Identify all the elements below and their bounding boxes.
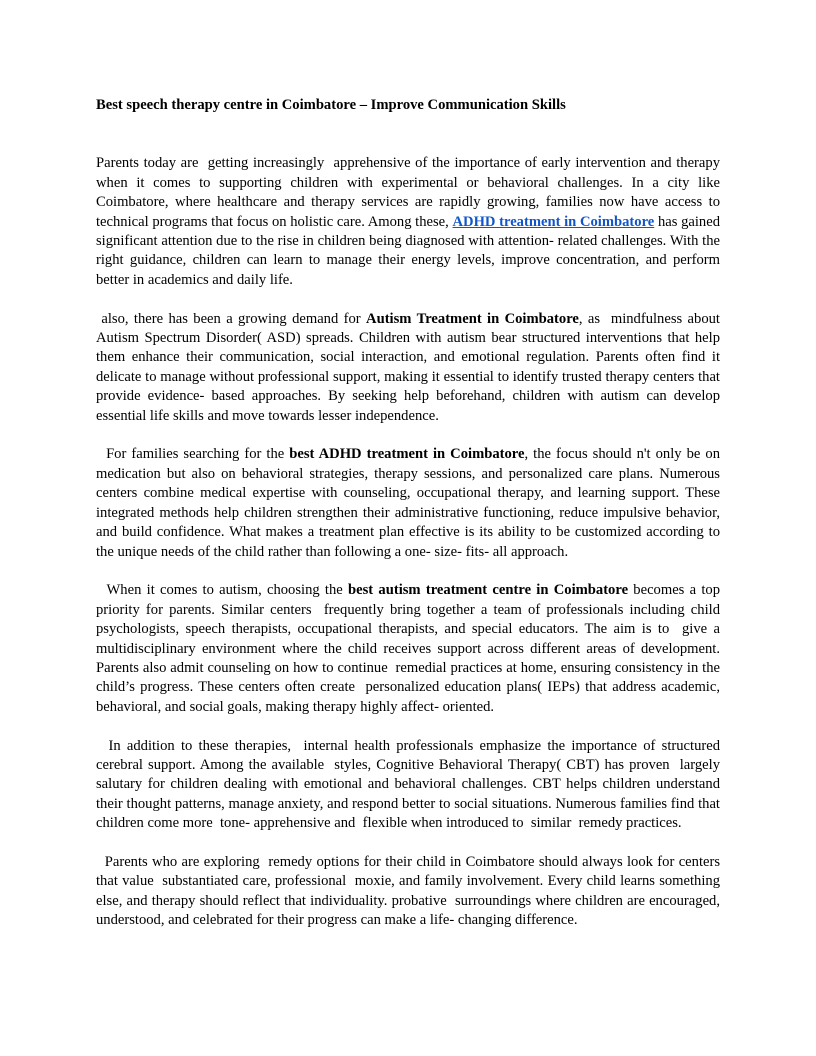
- paragraph-conclusion: [96, 853, 724, 931]
- paragraph-text: has gained significant attention due to the rise in children being diagnosed with attention- related challenges. With the right guidance, children can learn to manage their energy levels, improve concentration, and perform better in academics and daily life.: [96, 213, 724, 288]
- paragraph-text: , the focus should n't only be on medication but also on behavioral strategies, therapy sessions, and personalized care plans. Numerous centers combine medical expertise with counseling, occupational therapy, and learning support. These integrated methods help children strengthen their administrative functioning, reduce impulsive behavior, and build confidence. What makes a treatment plan effective is its ability to be customized according to the unique needs of the child rather than following a one- size- fits- all approach.: [96, 446, 724, 560]
- bold-keyword: Autism Treatment in Coimbatore: [366, 310, 579, 327]
- paragraph-text: Parents today are getting increasingly apprehensive of the importance of early intervention and therapy when it comes to supporting children with experimental or behavioral challenges. In a city like Coimbatore, where healthcare and therapy services are rapidly growing, families now have access to technical programs that focus on holistic care. Among these,: [96, 155, 724, 230]
- adhd-treatment-link[interactable]: ADHD treatment in Coimbatore: [452, 213, 655, 230]
- document-body: [96, 96, 724, 931]
- document-title: Best speech therapy centre in Coimbatore – Improve Communication Skills: [96, 97, 566, 113]
- paragraph-text: In addition to these therapies, internal health professionals emphasize the importance of structured cerebral support. Among the available styles, Cognitive Behavioral Therapy( CBT) has proven largely salutary for children dealing with emotional and behavioral challenges. CBT helps children understand their thought patterns, manage anxiety, and respond better to social situations. Numerous families find that children come more tone- apprehensive and flexible when introduced to similar remedy practices.: [96, 737, 724, 832]
- paragraph-text: also, there has been a growing demand for: [96, 310, 367, 327]
- paragraph-autism-demand: [96, 310, 724, 426]
- title-spacer: [96, 115, 720, 154]
- paragraph-text: For families searching for the: [96, 446, 290, 463]
- paragraph-autism-centre: [96, 581, 724, 717]
- paragraph-text: Parents who are exploring remedy options for their child in Coimbatore should always look for centers that value substantiated care, professional moxie, and family involvement. Every child learns something else, and therapy should reflect that individuality. probative surroundings where children are encouraged, understood, and celebrated for their progress can make a life- changing difference.: [96, 853, 724, 929]
- paragraph-text: , as mindfulness about Autism Spectrum Disorder( ASD) spreads. Children with autism bear structured interventions that help them enhance their communication, social interaction, and emotional regulation. Parents often find it delicate to manage without professional support, making it essential to identify trusted therapy centers that provide evidence- based approaches. By seeking help beforehand, children with autism can develop essential life skills and move towards lesser independence.: [96, 310, 724, 424]
- paragraph-text: When it comes to autism, choosing the: [96, 582, 349, 599]
- paragraph-intro: [96, 154, 724, 290]
- bold-keyword: best autism treatment centre in Coimbatore: [348, 582, 629, 599]
- paragraph-text: becomes a top priority for parents. Similar centers frequently bring together a team of professionals including child psychologists, speech therapists, occupational therapists, and special educators. The aim is to give a multidisciplinary environment where the child receives support across different areas of development. Parents also admit counseling on how to continue remedial practices at home, ensuring consistency in the child’s progress. These centers often create personalized education plans( IEPs) that address academic, behavioral, and social goals, making therapy highly affect- oriented.: [96, 582, 724, 715]
- bold-keyword: best ADHD treatment in Coimbatore: [289, 446, 525, 463]
- paragraph-cbt: [96, 737, 724, 834]
- paragraph-adhd-families: [96, 445, 724, 561]
